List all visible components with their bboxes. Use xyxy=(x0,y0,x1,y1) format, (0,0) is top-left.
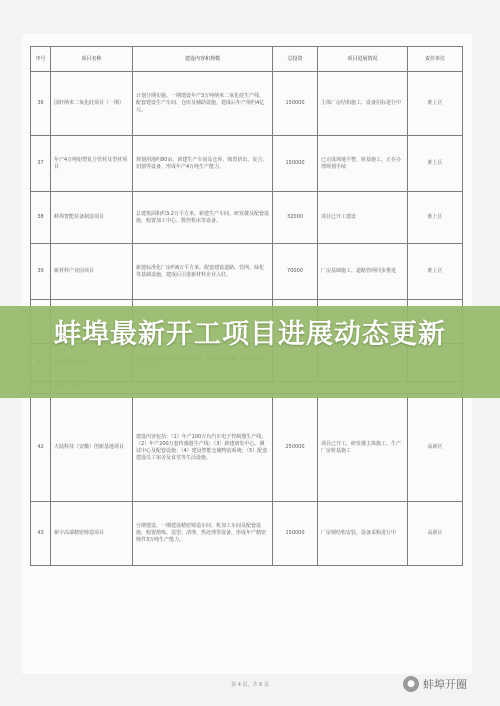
cell-content: 新建标准化厂房约6万平方米，配套建设道路、管网、绿化等基础设施，建成后引进新材料企业入驻。 xyxy=(133,244,273,300)
cell-progress: 项目已开工建设 xyxy=(318,192,408,244)
header-name: 项目名称 xyxy=(51,47,133,72)
table-row xyxy=(31,136,463,192)
cell-unit: 淮上区 xyxy=(408,136,463,192)
header-content: 建设内容和规模 xyxy=(133,47,273,72)
cell-unit: 淮上区 xyxy=(408,192,463,244)
table-row xyxy=(31,244,463,300)
cell-name: 新宇高端精密铸造项目 xyxy=(51,502,133,566)
cell-investment: 250000 xyxy=(273,394,318,502)
table-row xyxy=(31,192,463,244)
cell-no: 38 xyxy=(31,192,51,244)
cell-content: 建设内容包括：（1）年产100万台汽车电子控制器生产线；（2）年产200万套传感器生产线；（3）新建研发中心、测试中心及配套设施；（4）建设智能仓储物流系统；（5）配套建设员工宿舍及食堂等生活设施。 xyxy=(133,394,273,502)
cell-progress: 项目已开工，研发楼主体施工，生产厂房桩基施工 xyxy=(318,394,408,502)
cell-content: 总建筑面积约3.2万平方米，新建生产车间、研发楼及配套设施，购置加工中心、数控机床等设备。 xyxy=(133,192,273,244)
cell-no: 39 xyxy=(31,244,51,300)
cell-content: 分期建设。一期建设精密铸造车间、机加工车间及配套设施，购置熔炼、造型、清理、热处理等设备，形成年产精密铸件3万吨生产能力。 xyxy=(133,502,273,566)
cell-content: 规划用地约80亩，新建生产车间及仓库，购置挤出、复合、切割等设备，形成年产4万吨生产能力。 xyxy=(133,136,273,192)
cell-name: 蚌埠智能装备制造项目 xyxy=(51,192,133,244)
cell-unit: 高新区 xyxy=(408,502,463,566)
cell-investment: 70000 xyxy=(273,244,318,300)
watermark-text: 蚌埠开圈 xyxy=(423,678,467,691)
table-row xyxy=(31,72,463,136)
banner-title: 蚌埠最新开工项目进展动态更新 xyxy=(54,319,446,350)
cell-investment: 32000 xyxy=(273,192,318,244)
cell-no: 36 xyxy=(31,72,51,136)
header-no: 序号 xyxy=(31,47,51,72)
header-progress: 项目进展情况 xyxy=(318,47,408,72)
cell-name: 年产4万吨铝塑复合管材及型材项目 xyxy=(51,136,133,192)
cell-no: 43 xyxy=(31,502,51,566)
cell-progress: 厂房基础施工，道路管网同步推进 xyxy=(318,244,408,300)
cell-unit: 淮上区 xyxy=(408,72,463,136)
cell-content: 计划分期实施。一期建设年产3万吨纳米二氧化硅生产线，配套建设生产车间、仓库及辅助设施，建成后年产值约4亿元。 xyxy=(133,72,273,136)
table-row xyxy=(31,502,463,566)
cell-unit: 高新区 xyxy=(408,394,463,502)
table-row xyxy=(31,394,463,502)
cell-name: 新材料产业园项目 xyxy=(51,244,133,300)
cell-progress: 厂房钢结构安装，设备采购进行中 xyxy=(318,502,408,566)
watermark xyxy=(403,676,467,692)
header-investment: 总投资 xyxy=(273,47,318,72)
cell-name: 国轩纳米二氧化硅项目（一期） xyxy=(51,72,133,136)
cell-no: 37 xyxy=(31,136,51,192)
cell-no: 42 xyxy=(31,394,51,502)
cell-investment: 150000 xyxy=(273,136,318,192)
page-footer: 第 4 页，共 6 页 xyxy=(231,682,269,688)
cell-progress: 主体厂房结构施工，设备招标进行中 xyxy=(318,72,408,136)
cell-progress: 已完成场地平整，桩基施工，正在办理规划手续 xyxy=(318,136,408,192)
header-unit: 责任单位 xyxy=(408,47,463,72)
cell-name: 大陆科技（安徽）创新基地项目 xyxy=(51,394,133,502)
cell-investment: 150000 xyxy=(273,502,318,566)
table-header-row xyxy=(31,47,463,72)
cell-investment: 150000 xyxy=(273,72,318,136)
cell-unit: 淮上区 xyxy=(408,244,463,300)
wechat-icon: ● xyxy=(403,676,419,692)
